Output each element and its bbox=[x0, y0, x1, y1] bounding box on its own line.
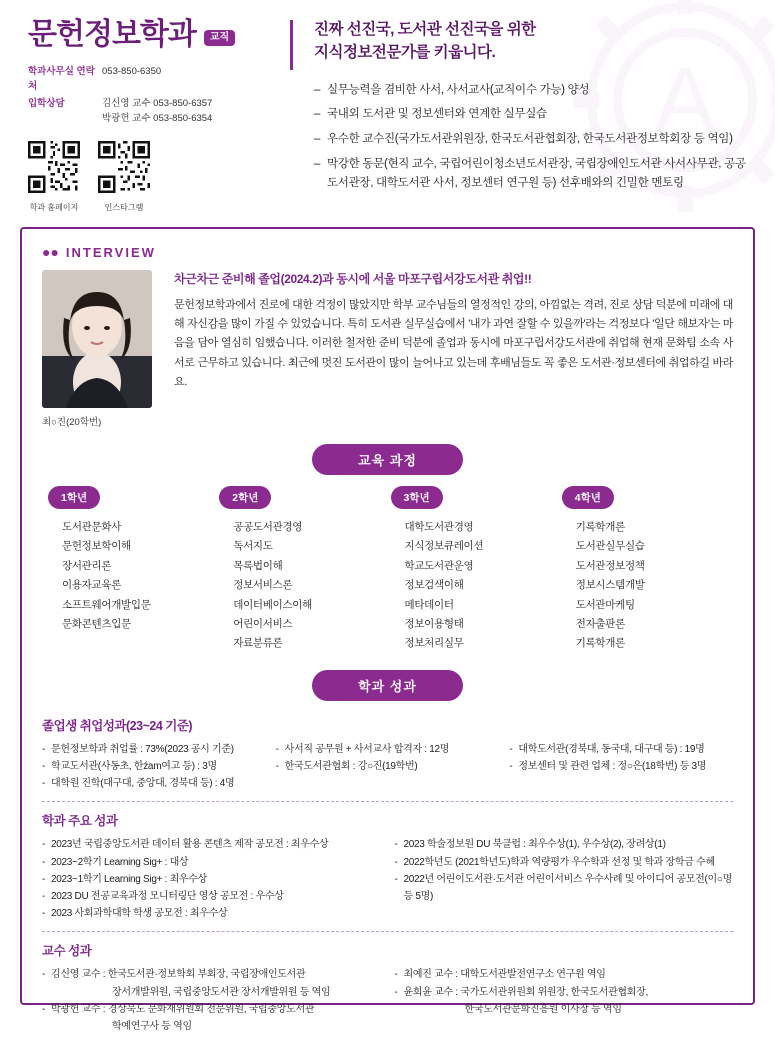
grade-badge-year3: 3학년 bbox=[391, 486, 443, 509]
list-item-text: 2023~2학기 Learning Sig+ : 대상 bbox=[51, 856, 189, 868]
list-item: 이용자교육론 bbox=[62, 579, 122, 592]
employment-title: 졸업생 취업성과(23~24 기준) bbox=[42, 718, 193, 733]
achievements-section-header bbox=[42, 670, 733, 701]
employment-column-2 bbox=[276, 741, 500, 793]
list-item-text: 2022학년도 (2021학년도)학과 역량평가 우수학과 선정 및 학과 장학금 수혜 bbox=[403, 856, 715, 868]
bullet-text: 우수한 교수진(국가도서관위원장, 한국도서관협회장, 한국도서관정보학회장 등 역임) bbox=[327, 133, 733, 146]
main-panel bbox=[20, 227, 755, 1032]
list-item: 독서지도 bbox=[233, 540, 273, 553]
contact-value-admission: 김신영 교수 053-850-6357 bbox=[102, 98, 213, 110]
dash: - bbox=[42, 778, 46, 790]
list-item: 지식정보큐레이션 bbox=[404, 540, 484, 553]
dash: - bbox=[275, 761, 279, 773]
dash: - bbox=[42, 1003, 46, 1015]
list-item bbox=[509, 741, 733, 758]
interview-label: INTERVIEW bbox=[65, 244, 156, 260]
list-item-continuation: 한국도서관문화진흥원 이사장 등 역임 bbox=[464, 1003, 622, 1015]
avatar bbox=[42, 270, 152, 408]
dash: - bbox=[42, 873, 46, 885]
status-badge: 교직 bbox=[204, 30, 235, 46]
list-item bbox=[42, 836, 381, 853]
qr-homepage-icon[interactable] bbox=[28, 141, 80, 193]
list-item-text: 2023~1학기 Learning Sig+ : 최우수상 bbox=[51, 873, 208, 885]
dash: - bbox=[42, 839, 46, 851]
list-item-text: 문헌정보학과 취업률 : 73%(2023 공시 기준) bbox=[51, 743, 234, 755]
headline-line-1: 진짜 선진국, 도서관 선진국을 위한 bbox=[314, 21, 536, 38]
list-item: 학교도서관운영 bbox=[404, 559, 474, 572]
list-item: 문화콘텐츠입문 bbox=[62, 617, 131, 630]
list-item-text: 2023년 국립중앙도서관 데이터 활용 콘텐츠 제작 공모전 : 최우수상 bbox=[51, 839, 329, 851]
employment-column-1 bbox=[42, 741, 266, 793]
headline-line-2: 지식정보전문가를 키웁니다. bbox=[314, 44, 496, 62]
list-item bbox=[42, 966, 381, 983]
curriculum-column-year3 bbox=[391, 486, 556, 654]
dash: - bbox=[394, 986, 398, 998]
headline-block bbox=[290, 18, 747, 199]
list-item-text: 2023 학술정보원 DU 북클럽 : 최우수상(1), 우수상(2), 장려상(1) bbox=[403, 839, 666, 851]
dash: - bbox=[394, 856, 398, 868]
list-item: 공공도서관경영 bbox=[233, 520, 303, 533]
list-item-text: 윤희윤 교수 : 국가도서관위원회 위원장, 한국도서관협회장, bbox=[403, 986, 648, 998]
dash: - bbox=[42, 761, 46, 773]
list-item: 정보시스템개발 bbox=[575, 579, 645, 592]
qr-instagram-icon[interactable] bbox=[98, 141, 150, 193]
professor-column-1 bbox=[42, 966, 381, 1035]
list-item: 소프트웨어개발입문 bbox=[62, 598, 151, 611]
list-item bbox=[395, 854, 734, 871]
page-title: 문헌정보학과 bbox=[28, 18, 196, 51]
dash: - bbox=[42, 969, 46, 981]
list-item bbox=[509, 758, 733, 775]
list-item bbox=[395, 984, 734, 1001]
curriculum-column-year1 bbox=[48, 486, 213, 654]
list-item: 정보처리실무 bbox=[404, 637, 464, 650]
list-item: 기록학개론 bbox=[575, 520, 625, 533]
grade-badge-year1: 1학년 bbox=[48, 486, 100, 509]
list-item: 도서관문화사 bbox=[62, 520, 122, 533]
person-photo-icon bbox=[42, 270, 152, 408]
list-item bbox=[42, 888, 381, 905]
qr-instagram-item[interactable] bbox=[98, 141, 150, 213]
list-item-text: 정보센터 및 관련 업체 : 정○은(18학번) 등 3명 bbox=[518, 761, 707, 773]
interview-photo-caption: 최○진(20학번) bbox=[42, 416, 102, 428]
list-item bbox=[42, 854, 381, 871]
list-item: 기록학개론 bbox=[575, 637, 625, 650]
list-item: 장서관리론 bbox=[62, 559, 112, 572]
list-item: 메타데이터 bbox=[404, 598, 454, 611]
section-title-achievements: 학과 성과 bbox=[312, 670, 463, 701]
course-list-year2 bbox=[219, 518, 384, 654]
professor-column-2 bbox=[395, 966, 734, 1035]
department-block bbox=[28, 18, 290, 213]
quote-bubble-icon: ●● bbox=[42, 244, 59, 261]
dash: - bbox=[42, 743, 46, 755]
list-item: 대학도서관경영 bbox=[404, 520, 474, 533]
list-item bbox=[395, 871, 734, 905]
employment-column-3 bbox=[509, 741, 733, 793]
course-list-year3 bbox=[391, 518, 556, 654]
list-item-text: 2023 사회과학대학 학생 공모전 : 최우수상 bbox=[51, 908, 228, 920]
list-item: 도서관정보정책 bbox=[575, 559, 645, 572]
headline-accent-bar bbox=[290, 20, 293, 70]
qr-homepage-item[interactable] bbox=[28, 141, 80, 213]
section-separator-2 bbox=[42, 931, 733, 932]
svg-text:A: A bbox=[653, 47, 717, 153]
bullet-text: 막강한 동문(현직 교수, 국립어린이청소년도서관장, 국립장애인도서관 사서사무관, 공공도서관장, 대학도서관 사서, 정보센터 연구원 등) 선후배와의 긴밀한 멘토링 bbox=[327, 158, 746, 190]
list-item-text: 2023 DU 전공교육과정 모니터링단 영상 공모전 : 우수상 bbox=[51, 890, 284, 902]
bullet-dash: – bbox=[314, 108, 321, 121]
list-item-text: 학교도서관(사동초, 한źam여고 등) : 3명 bbox=[51, 761, 217, 773]
list-item bbox=[395, 966, 734, 983]
qr-instagram-caption: 인스타그램 bbox=[104, 202, 144, 212]
list-item bbox=[276, 741, 500, 758]
list-item bbox=[314, 105, 747, 124]
interview-header bbox=[42, 245, 733, 260]
major-title: 학과 주요 성과 bbox=[42, 814, 118, 829]
section-title-curriculum: 교육 과정 bbox=[312, 444, 463, 475]
list-item: 정보검색이해 bbox=[404, 579, 464, 592]
curriculum-column-year2 bbox=[219, 486, 384, 654]
dash: - bbox=[394, 839, 398, 851]
list-item-text: 박광헌 교수 : 경상북도 문화재위원회 전문위원, 국립중앙도서관 bbox=[51, 1003, 315, 1015]
list-item: 도서관실무실습 bbox=[575, 540, 645, 553]
employment-achievements bbox=[42, 716, 733, 793]
bullet-dash: – bbox=[314, 158, 321, 171]
contact-value-admission-sub: 박광헌 교수 053-850-6354 bbox=[102, 113, 213, 125]
qr-homepage-caption: 학과 홈페이지 bbox=[29, 202, 79, 212]
bullet-dash: – bbox=[314, 133, 321, 146]
list-item-text: 한국도서관협회 : 강○진(19학번) bbox=[284, 761, 418, 773]
professor-title: 교수 성과 bbox=[42, 944, 92, 959]
list-item bbox=[276, 758, 500, 775]
interview-title: 차근차근 준비해 졸업(2024.2)과 동시에 서울 마포구립서강도서관 취업!! bbox=[174, 271, 532, 286]
list-item bbox=[42, 758, 266, 775]
list-item: 목록법이해 bbox=[233, 559, 283, 572]
list-item-text: 사서직 공무원 + 사서교사 합격자 : 12명 bbox=[284, 743, 450, 755]
list-item bbox=[42, 871, 381, 888]
list-item: 어린이서비스 bbox=[233, 617, 293, 630]
list-item bbox=[42, 905, 381, 922]
list-item-continuation: 장서개발위원, 국립중앙도서관 장서개발위원 등 역임 bbox=[112, 986, 331, 998]
major-achievements bbox=[42, 811, 733, 922]
contact-label-office: 학과사무실 연락처 bbox=[28, 66, 95, 92]
dash: - bbox=[509, 761, 513, 773]
curriculum-grid bbox=[42, 486, 733, 654]
list-item: 전자출판론 bbox=[575, 617, 625, 630]
contact-value-office: 053-850-6350 bbox=[102, 66, 162, 77]
dash: - bbox=[394, 969, 398, 981]
list-item bbox=[42, 741, 266, 758]
list-item-text: 대학원 진학(대구대, 중앙대, 경북대 등) : 4명 bbox=[51, 778, 235, 790]
dash: - bbox=[42, 908, 46, 920]
dash: - bbox=[42, 856, 46, 868]
list-item bbox=[314, 81, 747, 100]
contact-info bbox=[28, 65, 290, 127]
major-column-1 bbox=[42, 836, 381, 922]
list-item bbox=[42, 775, 266, 792]
list-item: 데이터베이스이해 bbox=[233, 598, 312, 611]
list-item bbox=[314, 155, 747, 193]
page-header bbox=[0, 0, 775, 213]
qr-code-group bbox=[28, 141, 290, 213]
list-item bbox=[314, 130, 747, 149]
bullet-text: 국내외 도서관 및 정보센터와 연계한 실무실습 bbox=[327, 108, 547, 121]
list-item: 정보서비스론 bbox=[233, 579, 293, 592]
list-item: 자료분류론 bbox=[233, 637, 283, 650]
list-item: 도서관마케팅 bbox=[575, 598, 635, 611]
grade-badge-year4: 4학년 bbox=[562, 486, 614, 509]
dash: - bbox=[42, 890, 46, 902]
list-item bbox=[42, 1001, 381, 1018]
bullet-text: 실무능력을 겸비한 사서, 사서교사(교직이수 가능) 양성 bbox=[327, 83, 590, 96]
contact-label-admission: 입학상담 bbox=[28, 98, 65, 110]
list-item bbox=[395, 836, 734, 853]
grade-badge-year2: 2학년 bbox=[219, 486, 271, 509]
dash: - bbox=[394, 873, 398, 885]
course-list-year1 bbox=[48, 518, 213, 635]
headline-bullet-list bbox=[304, 81, 747, 194]
major-column-2 bbox=[395, 836, 734, 922]
list-item-text: 2022년 어린이도서관·도서관 어린이서비스 우수사례 및 아이디어 공모전(이○명 등 5명) bbox=[403, 873, 733, 902]
interview-body bbox=[42, 270, 733, 428]
list-item-text: 대학도서관(경북대, 동국대, 대구대 등) : 19명 bbox=[518, 743, 705, 755]
list-item: 정보이용형태 bbox=[404, 617, 464, 630]
curriculum-section-header bbox=[42, 444, 733, 475]
list-item-text: 김신영 교수 : 한국도서관·정보학회 부회장, 국립장애인도서관 bbox=[51, 969, 306, 981]
interview-text-column bbox=[170, 270, 733, 428]
course-list-year4 bbox=[562, 518, 727, 654]
bullet-dash: – bbox=[314, 83, 321, 96]
list-item-text: 최예진 교수 : 대학도서관발전연구소 연구원 역임 bbox=[403, 969, 606, 981]
list-item: 문헌정보학이해 bbox=[62, 540, 131, 553]
interview-photo-column bbox=[42, 270, 170, 428]
interview-paragraph: 문헌정보학과에서 진로에 대한 걱정이 많았지만 학부 교수님들의 열정적인 강의, 아낌없는 격려, 진로 상담 덕분에 미래에 대해 자신감을 많이 가질 수 있었습니다. 특히 도서관 실무실습에서 '내가 과연 잘할 수 있을까'라는 걱정보다 '일단 해보자'는 마음을 담아 열심히 임했습니다. 이러한 철저한 준비 덕분에 졸업과 동시에 마포구립서강도서관에 취업해 현재 문화팀 소속 사서로 근무하고 있습니다. 최근에 멋진 도서관이 많이 늘어나고 있는데 후배님들도 꼭 좋은 도서관·정보센터에 취업하길 바라요. bbox=[174, 298, 733, 388]
dash: - bbox=[509, 743, 513, 755]
list-item-continuation: 학예연구사 등 역임 bbox=[112, 1020, 192, 1032]
professor-achievements bbox=[42, 941, 733, 1035]
dash: - bbox=[275, 743, 279, 755]
curriculum-column-year4 bbox=[562, 486, 727, 654]
section-separator-1 bbox=[42, 801, 733, 802]
